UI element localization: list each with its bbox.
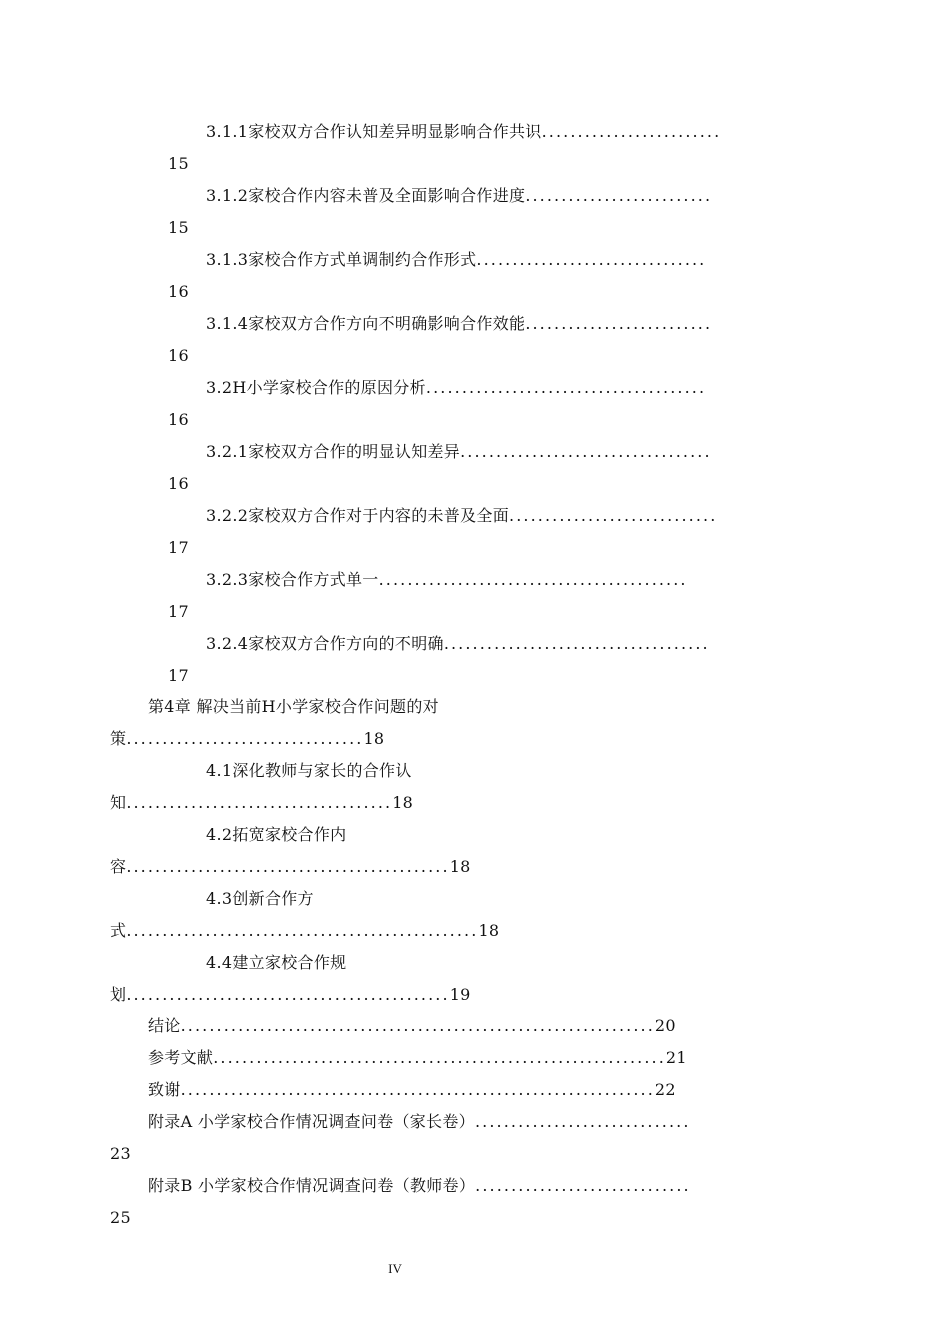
toc-leader-dots: ................................... xyxy=(460,442,712,461)
toc-leader-dots: .............................. xyxy=(475,1176,691,1195)
toc-entry-4-3-cont[interactable] xyxy=(110,921,499,941)
toc-entry-title: 3.2.3家校合作方式单一 xyxy=(206,570,379,589)
toc-leader-dots: .................................................................. xyxy=(180,1080,655,1099)
toc-entry-title: 策 xyxy=(110,729,127,748)
toc-leader-dots: .................................................................. xyxy=(180,1016,655,1035)
toc-entry-3-2[interactable] xyxy=(206,378,706,398)
toc-leader-dots: .......................... xyxy=(525,186,713,205)
toc-entry-title: 式 xyxy=(110,921,127,940)
toc-leader-dots: .......................... xyxy=(525,314,713,333)
toc-entry-3-1-3[interactable] xyxy=(206,250,706,270)
toc-leader-dots: ......................... xyxy=(541,122,722,141)
toc-leader-dots: ................................. xyxy=(126,729,364,748)
toc-page-number: 21 xyxy=(665,1048,687,1067)
toc-leader-dots: .............................. xyxy=(474,1112,691,1131)
toc-page-number: 15 xyxy=(168,218,189,237)
toc-page-number: 16 xyxy=(168,346,189,365)
toc-page-number: 25 xyxy=(110,1208,131,1227)
toc-chapter-4-cont[interactable] xyxy=(110,729,384,749)
toc-entry-4-2-cont[interactable] xyxy=(110,857,471,877)
toc-entry-title: 3.1.2家校合作内容未普及全面影响合作进度 xyxy=(206,186,526,205)
toc-entry-title: 3.2H小学家校合作的原因分析 xyxy=(206,378,426,397)
toc-leader-dots: ............................. xyxy=(509,506,718,525)
toc-entry-title: 容 xyxy=(110,857,127,876)
toc-entry-4-4-title[interactable]: 4.4建立家校合作规 xyxy=(206,953,347,972)
toc-entry-3-2-3[interactable] xyxy=(206,570,688,590)
toc-entry-acknowledgements[interactable] xyxy=(148,1080,676,1100)
toc-entry-3-2-2[interactable] xyxy=(206,506,717,526)
toc-page-number: 20 xyxy=(654,1016,676,1035)
toc-page-number: 17 xyxy=(168,538,189,557)
toc-entry-title: 3.1.1家校双方合作认知差异明显影响合作共识 xyxy=(206,122,542,141)
toc-entry-3-1-4[interactable] xyxy=(206,314,712,334)
toc-page-number: 15 xyxy=(168,154,189,173)
toc-leader-dots: ................................ xyxy=(476,250,707,269)
toc-entry-title: 知 xyxy=(110,793,127,812)
toc-page-number: 18 xyxy=(392,793,414,812)
toc-entry-3-1-1[interactable] xyxy=(206,122,721,142)
toc-entry-appendix-a[interactable] xyxy=(148,1112,691,1132)
toc-leader-dots: ..................................... xyxy=(443,634,710,653)
toc-entry-title: 3.2.4家校双方合作方向的不明确 xyxy=(206,634,444,653)
toc-entry-4-1-cont[interactable] xyxy=(110,793,413,813)
toc-entry-title: 3.1.4家校双方合作方向不明确影响合作效能 xyxy=(206,314,526,333)
toc-page-number: 22 xyxy=(654,1080,676,1099)
page-footer-number: IV xyxy=(388,1261,402,1276)
toc-entry-title: 参考文献 xyxy=(148,1048,214,1067)
toc-entry-appendix-b[interactable] xyxy=(148,1176,691,1196)
toc-entry-4-2-title[interactable]: 4.2拓宽家校合作内 xyxy=(206,825,347,844)
toc-leader-dots: ............................................. xyxy=(126,985,450,1004)
toc-entry-references[interactable] xyxy=(148,1048,687,1068)
toc-leader-dots: ....................................... xyxy=(425,378,707,397)
toc-leader-dots: ............................................. xyxy=(126,857,450,876)
toc-leader-dots: ............................................................... xyxy=(213,1048,666,1067)
toc-entry-title: 致谢 xyxy=(148,1080,181,1099)
toc-entry-4-4-cont[interactable] xyxy=(110,985,471,1005)
toc-entry-title: 3.2.2家校双方合作对于内容的未普及全面 xyxy=(206,506,510,525)
toc-page-number: 23 xyxy=(110,1144,131,1163)
toc-entry-4-1-title[interactable]: 4.1深化教师与家长的合作认 xyxy=(206,761,412,780)
toc-entry-3-1-2[interactable] xyxy=(206,186,712,206)
toc-entry-title: 3.2.1家校双方合作的明显认知差异 xyxy=(206,442,461,461)
toc-page-number: 16 xyxy=(168,282,189,301)
toc-entry-3-2-1[interactable] xyxy=(206,442,712,462)
toc-entry-title: 结论 xyxy=(148,1016,181,1035)
toc-entry-conclusion[interactable] xyxy=(148,1016,676,1036)
toc-leader-dots: ................................................. xyxy=(126,921,479,940)
toc-page-number: 16 xyxy=(168,410,189,429)
toc-page-number: 18 xyxy=(449,857,471,876)
toc-entry-title: 附录B 小学家校合作情况调查问卷（教师卷） xyxy=(148,1176,476,1195)
toc-entry-title: 划 xyxy=(110,985,127,1004)
toc-leader-dots: ..................................... xyxy=(126,793,393,812)
toc-entry-title: 3.1.3家校合作方式单调制约合作形式 xyxy=(206,250,477,269)
toc-page-number: 17 xyxy=(168,666,189,685)
toc-entry-4-3-title[interactable]: 4.3创新合作方 xyxy=(206,889,314,908)
toc-entry-3-2-4[interactable] xyxy=(206,634,710,654)
toc-entry-title: 附录A 小学家校合作情况调查问卷（家长卷） xyxy=(148,1112,475,1131)
toc-page-number: 19 xyxy=(449,985,471,1004)
toc-chapter-4-title[interactable]: 第4章 解决当前H小学家校合作问题的对 xyxy=(148,697,439,716)
toc-page-number: 18 xyxy=(363,729,385,748)
toc-page-number: 18 xyxy=(478,921,500,940)
toc-leader-dots: ........................................... xyxy=(378,570,688,589)
toc-page-number: 16 xyxy=(168,474,189,493)
toc-page-number: 17 xyxy=(168,602,189,621)
